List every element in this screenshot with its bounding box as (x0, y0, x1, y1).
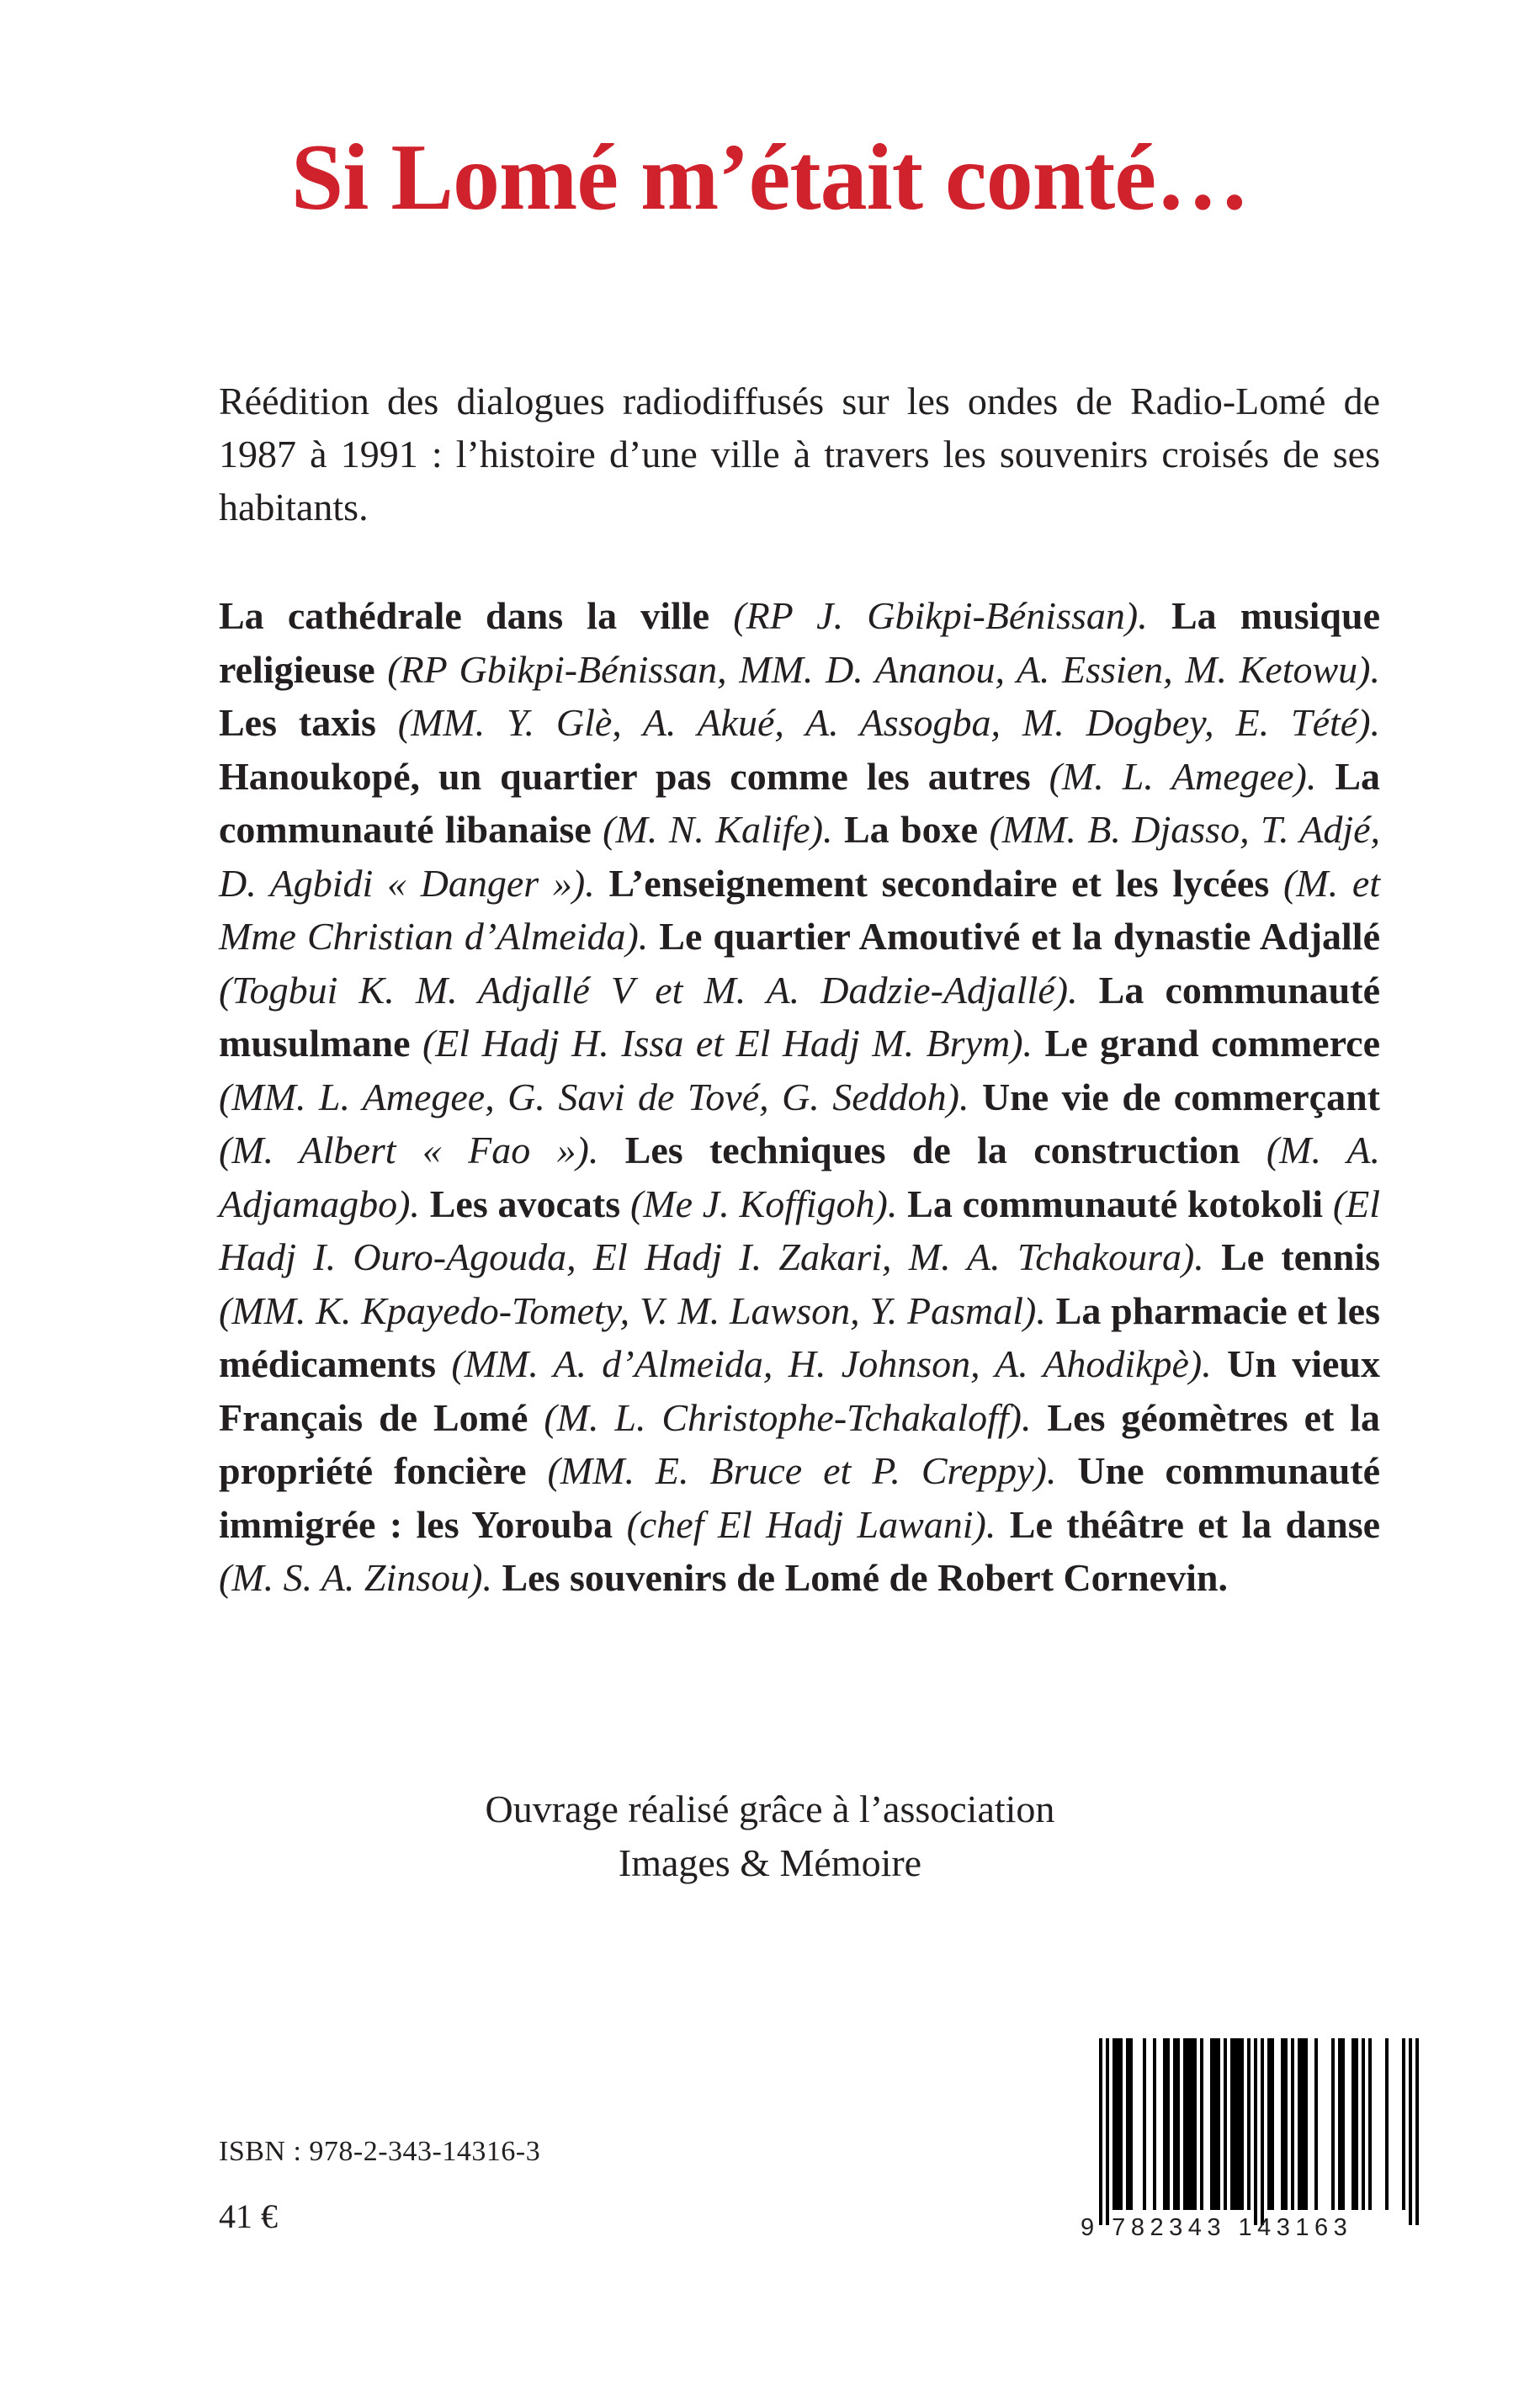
barcode-bar (1298, 2038, 1301, 2210)
barcode-bar (1291, 2038, 1294, 2210)
price-text: 41 € (219, 2197, 278, 2235)
barcode-bar (1415, 2038, 1419, 2225)
topic-contributors: (RP Gbikpi-Bénissan, MM. D. Ananou, A. Essien, M. Ketowu). (387, 647, 1380, 691)
barcode-bar (1368, 2038, 1372, 2210)
topic-title: Hanoukopé, un quartier pas comme les autres (219, 754, 1031, 798)
barcode-bar (1129, 2038, 1133, 2210)
barcode-bar (1267, 2038, 1271, 2210)
barcode-bar (1284, 2038, 1288, 2210)
barcode-bar (1331, 2038, 1335, 2210)
topic-title: Les géomètres et la propriété foncière (219, 1395, 1381, 1492)
barcode-bar (1351, 2038, 1355, 2210)
barcode-bar (1385, 2038, 1389, 2210)
barcode-bar (1234, 2038, 1237, 2210)
topic-contributors: (El Hadj H. Issa et El Hadj M. Brym). (422, 1022, 1033, 1065)
topic-contributors: (Me J. Koffigoh). (629, 1182, 898, 1225)
topic-contributors: (M. A. Adjamagbo). (219, 1129, 1381, 1225)
topic-title: La musique religieuse (219, 594, 1380, 691)
topic-title: Le grand commerce (1044, 1022, 1381, 1065)
barcode-bar (1099, 2038, 1102, 2225)
topic-contributors: (MM. Y. Glè, A. Akué, A. Assogba, M. Dogbey, E. Tété). (397, 701, 1381, 744)
topic-contributors: (M. L. Christophe-Tchakaloff). (544, 1395, 1032, 1439)
topic-title: La boxe (843, 808, 979, 851)
barcode-bar (1314, 2038, 1318, 2210)
barcode-bar (1183, 2038, 1187, 2210)
barcode-bar (1106, 2038, 1109, 2225)
topic-title: La communauté libanaise (219, 754, 1380, 851)
topic-contributors: (M. S. A. Zinsou). (219, 1556, 492, 1599)
barcode (1079, 2035, 1439, 2241)
barcode-bar (1271, 2038, 1274, 2210)
topic-title: Les souvenirs de Lomé de Robert Cornevin. (502, 1556, 1228, 1599)
barcode-bar (1355, 2038, 1358, 2210)
barcode-bar (1193, 2038, 1197, 2210)
association-note-line1: Ouvrage réalisé grâce à l’association (485, 1787, 1055, 1830)
barcode-bar (1254, 2038, 1257, 2225)
barcode-bar (1240, 2038, 1244, 2210)
topic-title: La communauté kotokoli (907, 1182, 1324, 1225)
barcode-bar (1224, 2038, 1227, 2210)
barcode-bar (1230, 2038, 1234, 2210)
association-note (0, 1782, 1540, 1890)
topic-title: La cathédrale dans la ville (219, 594, 710, 637)
topic-contributors: (M. L. Amegee). (1049, 754, 1317, 798)
barcode-bar (1119, 2038, 1123, 2210)
barcode-bar (1281, 2038, 1284, 2210)
barcode-bar (1402, 2038, 1405, 2210)
barcode-bar (1173, 2038, 1176, 2210)
barcode-bar (1341, 2038, 1345, 2210)
topic-title: Les taxis (219, 701, 376, 744)
barcode-bar (1261, 2038, 1264, 2225)
topic-contributors: (MM. K. Kpayedo-Tomety, V. M. Lawson, Y. Pasmal). (219, 1288, 1046, 1332)
barcode-bar (1116, 2038, 1119, 2210)
association-note-line2: Images & Mémoire (618, 1841, 922, 1884)
barcode-bar (1176, 2038, 1180, 2210)
barcode-bar (1190, 2038, 1193, 2210)
topic-contributors: (chef El Hadj Lawani). (626, 1502, 996, 1546)
isbn-text: ISBN : 978-2-343-14316-3 (219, 2136, 541, 2167)
topic-title: Le théâtre et la danse (1009, 1502, 1381, 1546)
topic-title: Un vieux Français de Lomé (219, 1342, 1381, 1439)
topic-title: La pharmacie et les médicaments (219, 1288, 1381, 1385)
barcode-bar (1113, 2038, 1116, 2210)
barcode-bar (1163, 2038, 1166, 2210)
intro-paragraph: Réédition des dialogues radiodiffusés sur les ondes de Radio-Lomé de 1987 à 1991 : l’histoire d’une ville à travers les souvenirs croisés de ses habitants. (219, 380, 1380, 529)
barcode-bar (1143, 2038, 1146, 2210)
topic-contributors: (MM. L. Amegee, G. Savi de Tové, G. Seddoh). (219, 1075, 969, 1118)
barcode-bar (1247, 2038, 1251, 2210)
topic-contributors: (M. Albert « Fao »). (219, 1129, 599, 1171)
barcode-bars (1079, 2035, 1439, 2241)
topic-title: L’enseignement secondaire et les lycées (608, 861, 1270, 905)
topic-title: Une vie de commerçant (981, 1075, 1380, 1118)
barcode-bar (1213, 2038, 1217, 2210)
barcode-bar (1187, 2038, 1190, 2210)
topic-contributors: (M. et Mme Christian d’Almeida). (219, 861, 1381, 958)
topic-contributors: (MM. E. Bruce et P. Creppy). (547, 1449, 1057, 1492)
barcode-bar (1166, 2038, 1170, 2210)
barcode-bar (1362, 2038, 1365, 2210)
barcode-bar (1200, 2038, 1203, 2210)
book-title: Si Lomé m’était conté… (290, 125, 1250, 230)
barcode-bar (1210, 2038, 1213, 2210)
barcode-bar (1153, 2038, 1156, 2210)
topic-title: Les avocats (429, 1182, 621, 1225)
barcode-bar (1217, 2038, 1220, 2210)
topic-contributors: (M. N. Kalife). (603, 808, 833, 851)
barcode-bar (1301, 2038, 1304, 2210)
topic-title: La communauté musulmane (219, 968, 1380, 1065)
barcode-bar (1237, 2038, 1240, 2210)
topic-title: Une communauté immigrée : les Yorouba (219, 1449, 1381, 1546)
topic-contributors: (Togbui K. M. Adjallé V et M. A. Dadzie-Adjallé). (219, 968, 1078, 1012)
barcode-bar (1409, 2038, 1412, 2225)
topic-contributors: (El Hadj I. Ouro-Agouda, El Hadj I. Zakari, M. A. Tchakoura). (219, 1182, 1381, 1278)
topic-contributors: (RP J. Gbikpi-Bénissan). (733, 594, 1148, 637)
barcode-digits: 9 782343 143163 (1081, 2214, 1353, 2241)
topics-paragraph (219, 589, 1380, 1605)
barcode-bar (1338, 2038, 1341, 2210)
topic-title: Le quartier Amoutivé et la dynastie Adjallé (659, 915, 1380, 958)
topic-contributors: (MM. B. Djasso, T. Adjé, D. Agbidi « Danger »). (219, 808, 1381, 905)
barcode-bar (1304, 2038, 1308, 2210)
barcode-bar (1126, 2038, 1129, 2210)
topic-title: Le tennis (1221, 1235, 1381, 1278)
topic-contributors: (MM. A. d’Almeida, H. Johnson, A. Ahodikpè). (451, 1342, 1212, 1385)
topic-title: Les techniques de la construction (624, 1129, 1240, 1171)
